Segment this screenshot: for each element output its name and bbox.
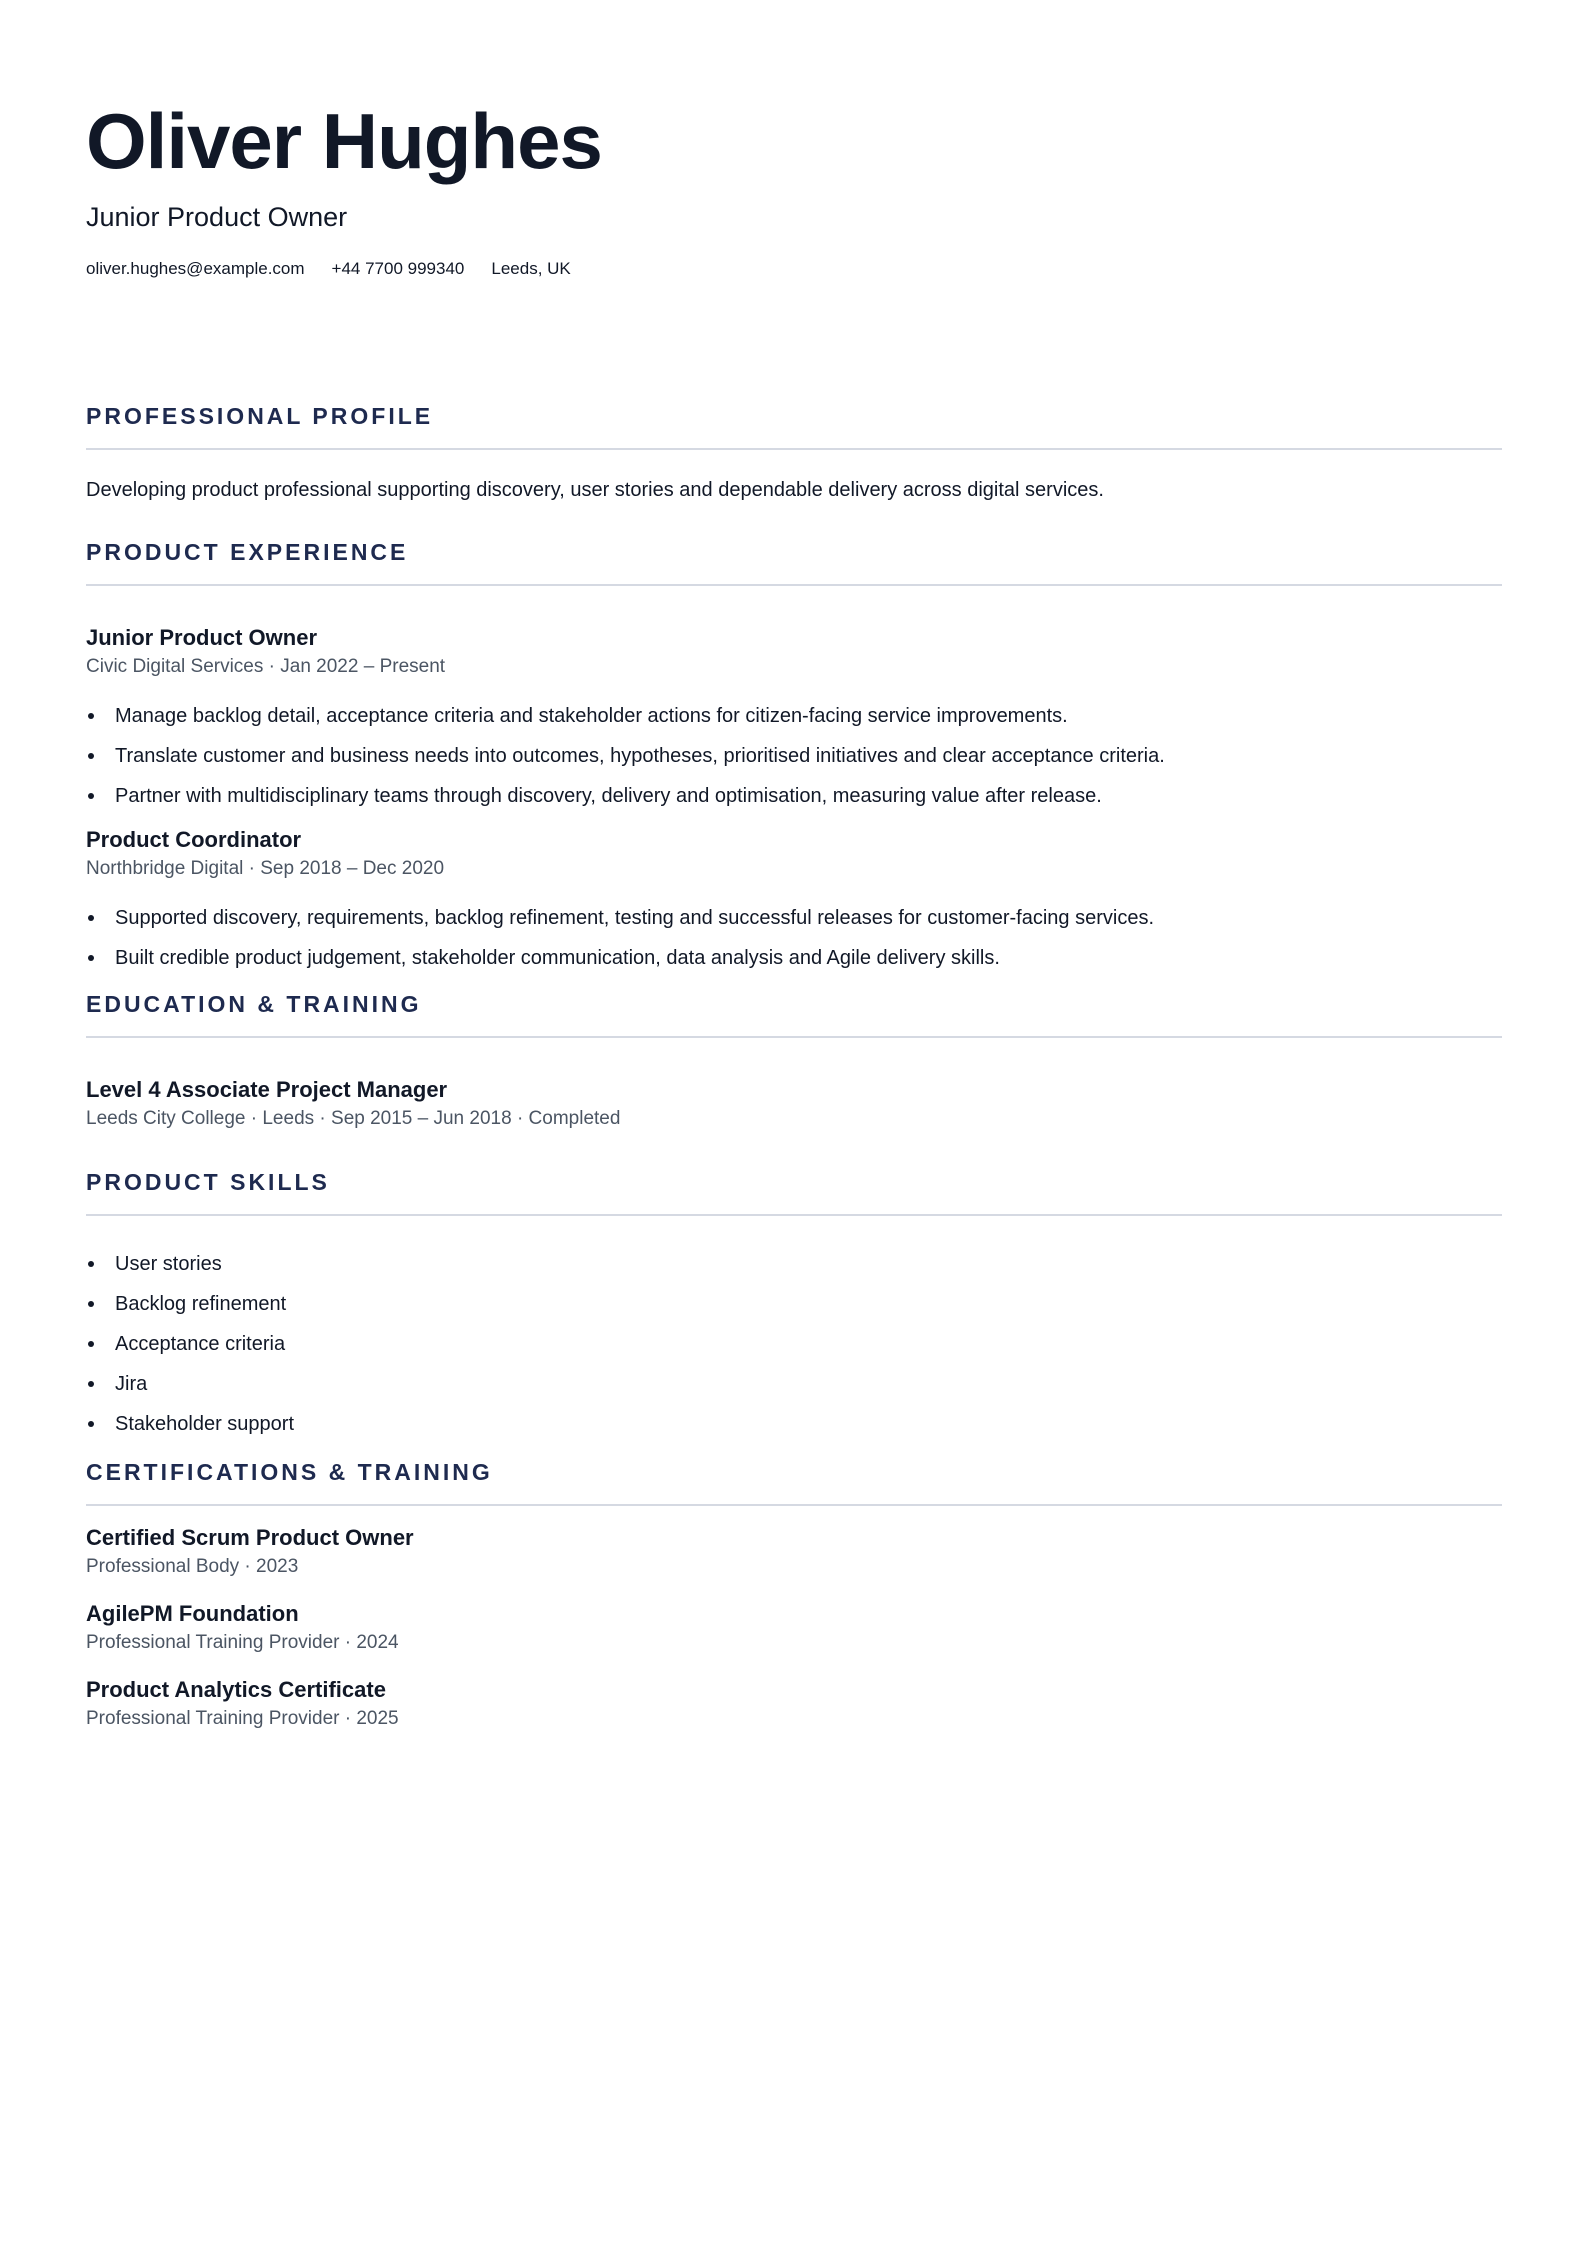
skills-section — [86, 1168, 1502, 1438]
section-divider — [86, 448, 1502, 450]
list-item: Built credible product judgement, stakeholder communication, data analysis and Agile delivery skills. — [115, 944, 1502, 972]
section-divider — [86, 1504, 1502, 1506]
skills-list — [86, 1250, 1502, 1438]
job-bullets — [86, 702, 1502, 810]
section-title: CERTIFICATIONS & TRAINING — [86, 1459, 493, 1485]
certification-meta: Professional Body · 2023 — [86, 1556, 299, 1577]
experience-section — [86, 538, 1502, 972]
section-title: PROFESSIONAL PROFILE — [86, 403, 434, 429]
list-item: Supported discovery, requirements, backlog refinement, testing and successful releases for customer-facing services. — [115, 904, 1502, 932]
candidate-name: Oliver Hughes — [86, 97, 602, 185]
section-divider — [86, 1214, 1502, 1216]
education-entry — [86, 1076, 1502, 1132]
education-section — [86, 990, 1502, 1132]
list-item: Partner with multidisciplinary teams through discovery, delivery and optimisation, measuring value after release. — [115, 782, 1502, 810]
contact-phone[interactable]: +44 7700 999340 — [331, 259, 465, 278]
certification-title: Certified Scrum Product Owner — [86, 1525, 414, 1550]
section-title: PRODUCT EXPERIENCE — [86, 539, 409, 565]
contact-location: Leeds, UK — [491, 259, 571, 278]
section-title: PRODUCT SKILLS — [86, 1169, 330, 1195]
profile-section — [86, 402, 1502, 504]
certification-entry — [86, 1524, 1502, 1580]
job-meta: Civic Digital Services · Jan 2022 – Present — [86, 656, 446, 677]
job-entry — [86, 826, 1502, 972]
job-meta: Northbridge Digital · Sep 2018 – Dec 2020 — [86, 858, 445, 879]
job-bullets — [86, 904, 1502, 972]
list-item: Translate customer and business needs into outcomes, hypotheses, prioritised initiatives and clear acceptance criteria. — [115, 742, 1502, 770]
list-item: Backlog refinement — [115, 1290, 1502, 1318]
certifications-section — [86, 1458, 1502, 1732]
certification-meta: Professional Training Provider · 2025 — [86, 1708, 399, 1729]
contact-email[interactable]: oliver.hughes@example.com — [86, 259, 305, 278]
certification-title: Product Analytics Certificate — [86, 1677, 386, 1702]
list-item: Jira — [115, 1370, 1502, 1398]
certification-entry — [86, 1676, 1502, 1732]
job-entry — [86, 624, 1502, 810]
job-title: Junior Product Owner — [86, 625, 318, 650]
job-title: Product Coordinator — [86, 827, 302, 852]
candidate-role: Junior Product Owner — [86, 202, 348, 232]
education-meta: Leeds City College · Leeds · Sep 2015 – Jun 2018 · Completed — [86, 1108, 621, 1129]
section-divider — [86, 584, 1502, 586]
list-item: Stakeholder support — [115, 1410, 1502, 1438]
contact-line — [86, 258, 1502, 280]
education-title: Level 4 Associate Project Manager — [86, 1077, 448, 1102]
resume-header — [86, 96, 1502, 280]
list-item: Manage backlog detail, acceptance criteria and stakeholder actions for citizen-facing service improvements. — [115, 702, 1502, 730]
section-title: EDUCATION & TRAINING — [86, 991, 422, 1017]
list-item: Acceptance criteria — [115, 1330, 1502, 1358]
certification-meta: Professional Training Provider · 2024 — [86, 1632, 399, 1653]
section-divider — [86, 1036, 1502, 1038]
list-item: User stories — [115, 1250, 1502, 1278]
certification-title: AgilePM Foundation — [86, 1601, 299, 1626]
certification-entry — [86, 1600, 1502, 1656]
profile-text: Developing product professional supporting discovery, user stories and dependable delivery across digital services. — [86, 479, 1104, 501]
